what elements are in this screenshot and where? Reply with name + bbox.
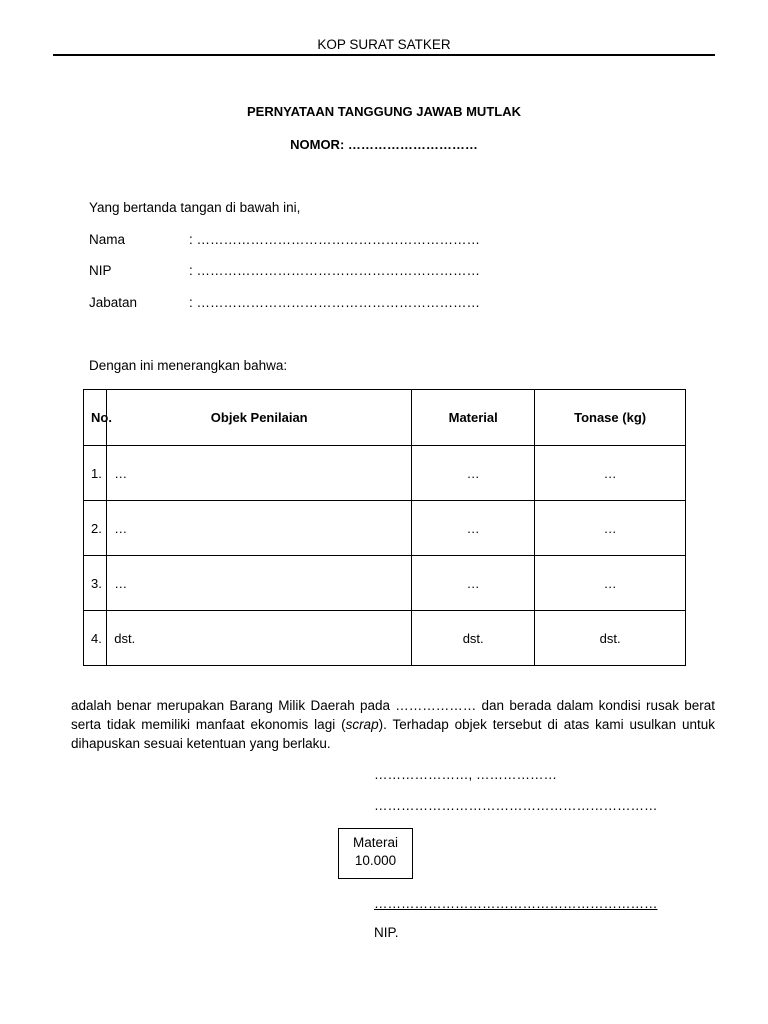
cell-material: dst. [412, 611, 535, 666]
field-label-nama: Nama [89, 232, 126, 247]
cell-material: … [412, 446, 535, 501]
cell-objek: … [107, 446, 412, 501]
table-row [84, 611, 686, 666]
signature-name: ……………………………………………………… [374, 896, 658, 911]
intro-text: Yang bertanda tangan di bawah ini, [89, 200, 301, 215]
statement-text-end: ). Terhadap objek tersebut di atas kami usulkan untuk dihapuskan sesuai ketentuan yang berlaku. [71, 717, 715, 751]
table-header-row [84, 390, 686, 446]
field-value-nip: : ……………………………………………………… [189, 263, 481, 278]
items-table [83, 389, 686, 666]
field-value-jabatan: : ……………………………………………………… [189, 295, 481, 310]
stamp-label: Materai [352, 835, 398, 850]
statement-text-start: adalah benar merupakan Barang Milik Daerah pada ……………… dan berada dalam kondisi rusak berat serta tidak memiliki manfaat ekonomis lagi ( [71, 698, 715, 732]
signature-nip: NIP. [374, 925, 399, 940]
table-row [84, 446, 686, 501]
cell-no: 2. [84, 501, 107, 556]
cell-tonase: … [535, 556, 686, 611]
cell-tonase: … [535, 501, 686, 556]
field-label-jabatan: Jabatan [89, 295, 138, 310]
lead-text: Dengan ini menerangkan bahwa: [89, 358, 288, 373]
cell-material: … [412, 556, 535, 611]
cell-objek: dst. [107, 611, 412, 666]
cell-material: … [412, 501, 535, 556]
stamp-box [338, 828, 413, 879]
letterhead-divider [53, 54, 715, 56]
header-material: Material [412, 390, 535, 446]
signature-place-date: …………………, ……………… [374, 767, 558, 782]
field-label-nip: NIP [89, 263, 112, 278]
header-tonase: Tonase (kg) [535, 390, 686, 446]
stamp-value: 10.000 [354, 853, 397, 868]
table-row [84, 556, 686, 611]
cell-objek: … [107, 556, 412, 611]
table-row [84, 501, 686, 556]
cell-tonase: … [535, 446, 686, 501]
header-no: No. [84, 390, 107, 446]
cell-no: 4. [84, 611, 107, 666]
statement-text-italic: scrap [345, 717, 379, 732]
cell-no: 1. [84, 446, 107, 501]
header-objek: Objek Penilaian [107, 390, 412, 446]
cell-tonase: dst. [535, 611, 686, 666]
cell-objek: … [107, 501, 412, 556]
statement-paragraph [71, 696, 715, 753]
document-title: PERNYATAAN TANGGUNG JAWAB MUTLAK [247, 104, 521, 119]
letterhead: KOP SURAT SATKER [317, 37, 451, 52]
document-number: NOMOR: ………………………… [290, 137, 478, 152]
signature-role: ……………………………………………………… [374, 798, 658, 813]
cell-no: 3. [84, 556, 107, 611]
field-value-nama: : ……………………………………………………… [189, 232, 481, 247]
